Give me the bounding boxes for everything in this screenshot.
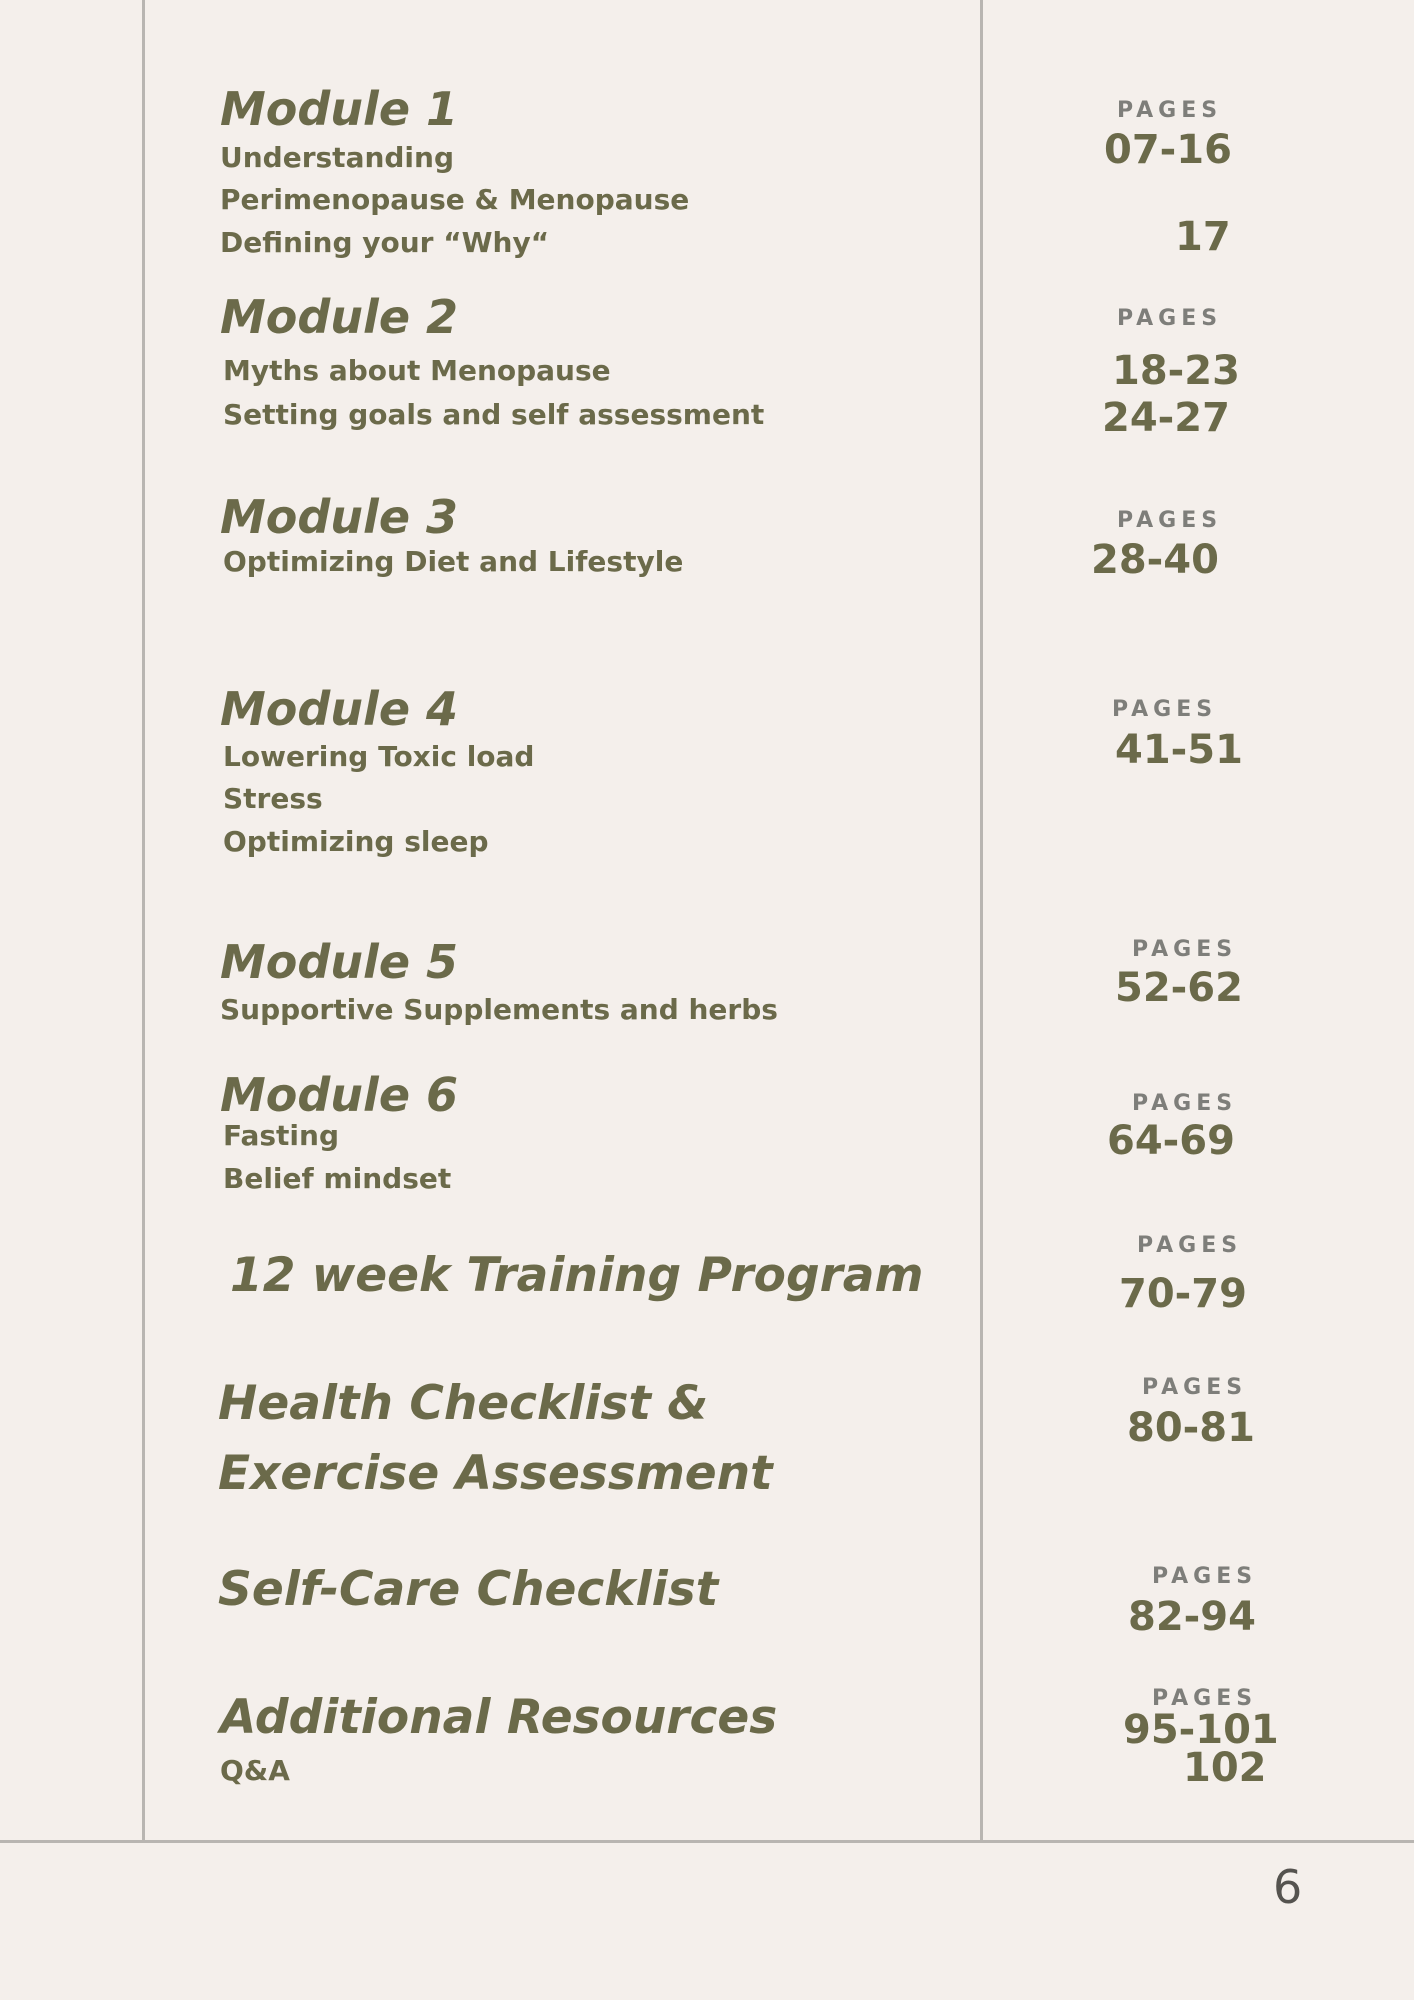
self-care-pages-label: PAGES	[1152, 1564, 1258, 1589]
health-checklist-pages: 80-81	[1127, 1405, 1255, 1451]
module-1-pages: 07-16	[1104, 127, 1232, 173]
additional-resources-line-1: Q&A	[220, 1754, 290, 1787]
additional-resources-pages: 95-101	[1123, 1707, 1279, 1753]
module-6-pages-label: PAGES	[1132, 1091, 1238, 1116]
module-4-line-1: Lowering Toxic load	[223, 740, 535, 773]
module-1-line-3: Defining your “Why“	[220, 226, 550, 259]
module-1-line-1: Understanding	[220, 141, 455, 174]
additional-resources-pages-2: 102	[1183, 1745, 1267, 1791]
module-5-pages-label: PAGES	[1132, 937, 1238, 962]
module-4-heading: Module 4	[220, 682, 459, 736]
module-5-heading: Module 5	[220, 935, 459, 989]
self-care-checklist-heading: Self-Care Checklist	[218, 1562, 719, 1617]
module-6-line-1: Fasting	[223, 1119, 340, 1152]
module-4-line-3: Optimizing sleep	[223, 825, 489, 858]
exercise-assessment-heading: Exercise Assessment	[218, 1446, 773, 1501]
training-program-pages: 70-79	[1119, 1271, 1247, 1317]
additional-resources-pages-label: PAGES	[1152, 1686, 1258, 1711]
module-3-pages-label: PAGES	[1117, 508, 1223, 533]
training-program-pages-label: PAGES	[1137, 1233, 1243, 1258]
module-2-pages-label: PAGES	[1117, 306, 1223, 331]
module-4-pages: 41-51	[1115, 727, 1243, 773]
module-6-heading: Module 6	[220, 1068, 459, 1122]
module-5-pages: 52-62	[1115, 965, 1243, 1011]
module-6-line-2: Belief mindset	[223, 1162, 452, 1195]
module-2-line-1: Myths about Menopause	[223, 354, 611, 387]
module-5-line-1: Supportive Supplements and herbs	[220, 993, 778, 1026]
module-3-line-1: Optimizing Diet and Lifestyle	[223, 545, 684, 578]
module-3-heading: Module 3	[220, 490, 459, 544]
module-2-line-2: Setting goals and self assessment	[223, 398, 765, 431]
module-3-pages: 28-40	[1091, 537, 1219, 583]
column-divider	[980, 0, 983, 1842]
module-2-pages-2: 24-27	[1102, 395, 1230, 441]
module-4-pages-label: PAGES	[1112, 697, 1218, 722]
left-divider	[142, 0, 145, 1842]
health-checklist-pages-label: PAGES	[1142, 1375, 1248, 1400]
health-checklist-heading: Health Checklist &	[218, 1376, 709, 1431]
training-program-heading: 12 week Training Program	[230, 1248, 924, 1303]
footer-divider	[0, 1840, 1414, 1843]
module-2-heading: Module 2	[220, 290, 459, 344]
self-care-pages: 82-94	[1128, 1594, 1256, 1640]
module-1-pages-2: 17	[1175, 214, 1231, 260]
module-6-pages: 64-69	[1107, 1118, 1235, 1164]
module-1-line-2: Perimenopause & Menopause	[220, 183, 690, 216]
module-1-pages-label: PAGES	[1117, 98, 1223, 123]
module-2-pages: 18-23	[1112, 348, 1240, 394]
additional-resources-heading: Additional Resources	[220, 1690, 778, 1745]
module-4-line-2: Stress	[223, 782, 323, 815]
page-number: 6	[1273, 1860, 1303, 1914]
module-1-heading: Module 1	[220, 82, 459, 136]
